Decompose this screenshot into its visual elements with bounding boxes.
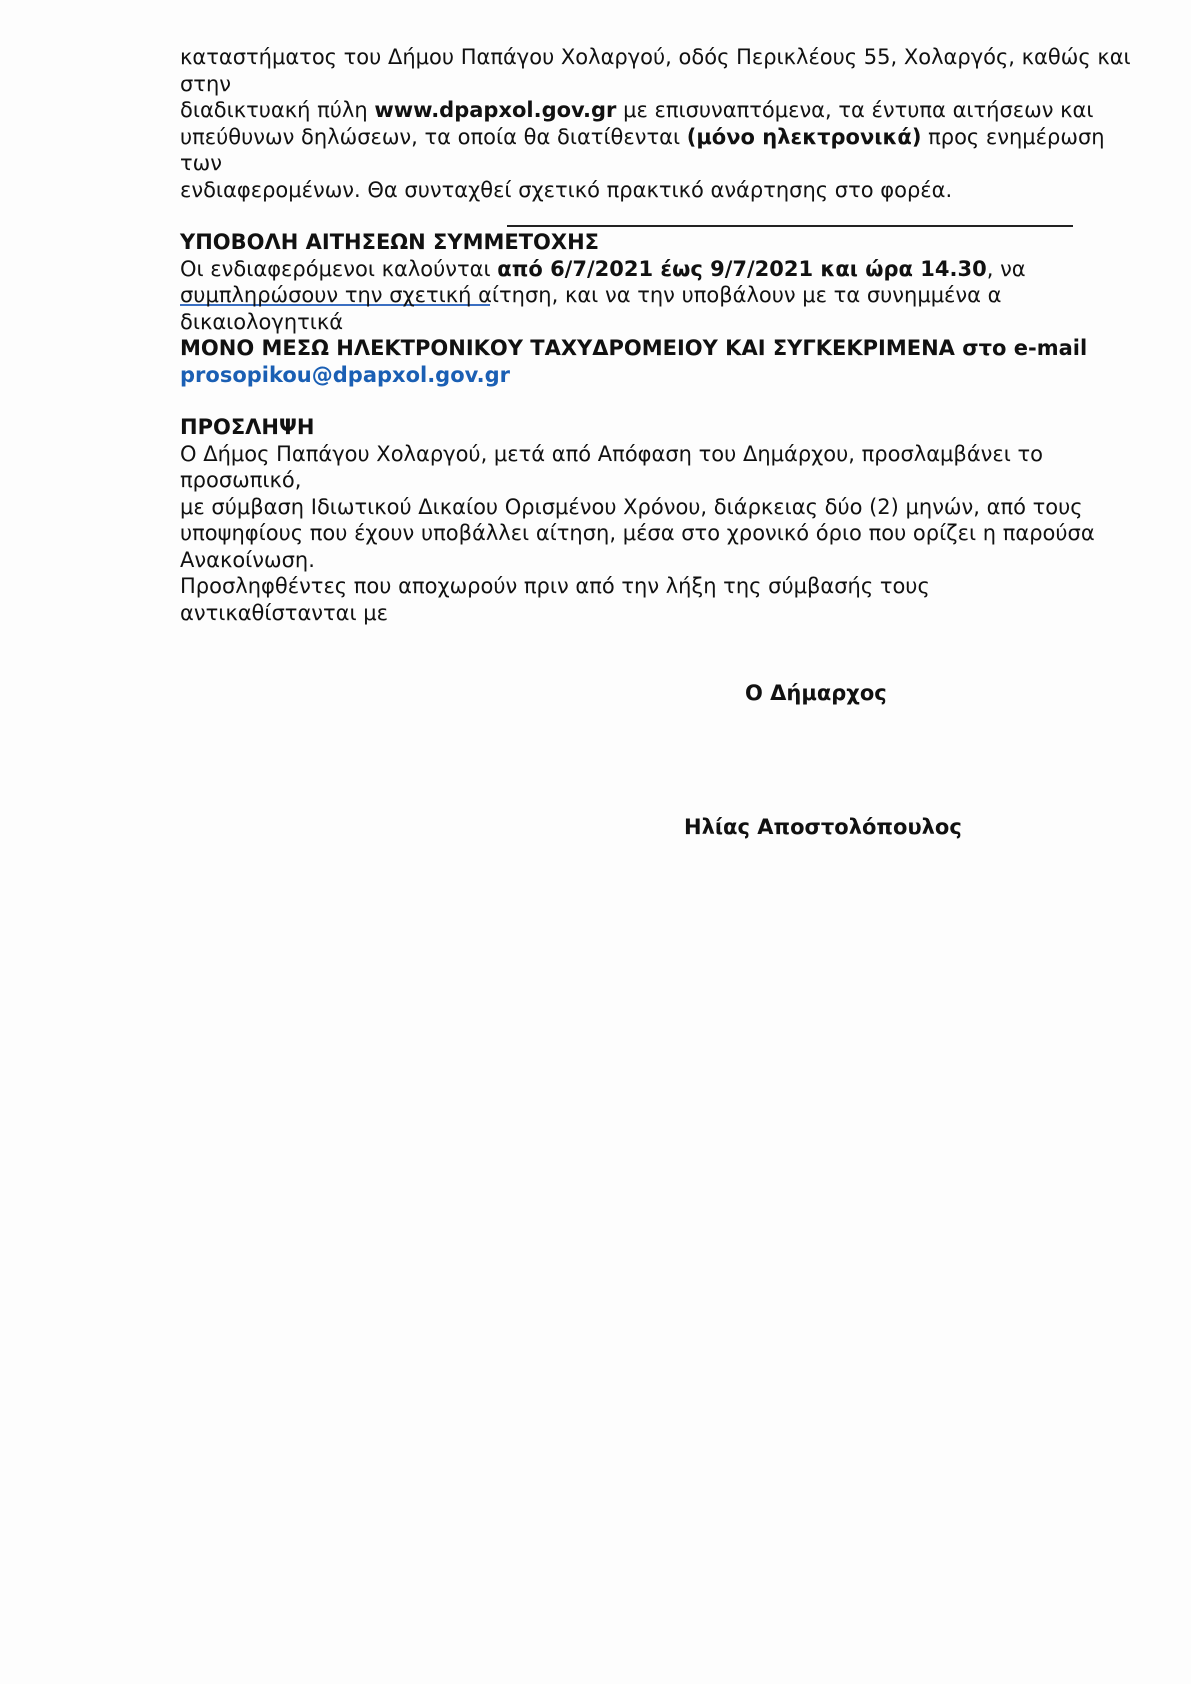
website-address: www.dpapxol.gov.gr	[374, 98, 617, 122]
intro-line-1: καταστήματος του Δήμου Παπάγου Χολαργού, οδός Περικλέους 55, Χολαργός, καθώς και	[180, 45, 1131, 69]
submission-text: Οι ενδιαφερόμενοι καλούνται	[180, 256, 498, 281]
email-line	[180, 362, 1191, 389]
submission-section	[180, 229, 1191, 388]
submission-line-3: δικαιολογητικά	[180, 309, 344, 334]
hiring-section	[180, 414, 1191, 626]
intro-line-3	[180, 97, 1191, 124]
submission-text: , να	[986, 256, 1026, 281]
intro-line-2: στην	[180, 71, 231, 96]
hiring-line-7: αντικαθίστανται με	[180, 600, 389, 625]
signature-name: Ηλίας Αποστολόπουλος	[684, 815, 962, 839]
hiring-line-1: Ο Δήμος Παπάγου Χολαργού, μετά από Απόφαση του Δημάρχου, προσλαμβάνει το	[180, 441, 1044, 466]
submission-line-4: ΜΟΝΟ ΜΕΣΩ ΗΛΕΚΤΡΟΝΙΚΟΥ ΤΑΧΥΔΡΟΜΕΙΟΥ ΚΑΙ ΣΥΓΚΕΚΡΙΜΕΝΑ στο e-mail	[180, 336, 1088, 360]
intro-text: προς ενημέρωση	[921, 124, 1105, 149]
submission-line-1	[180, 256, 1191, 283]
intro-line-6: ενδιαφερομένων. Θα συνταχθεί σχετικό πρακτικό ανάρτησης στο φορέα.	[180, 177, 953, 202]
hiring-line-3: με σύμβαση Ιδιωτικού Δικαίου Ορισμένου Χρόνου, διάρκειας δύο (2) μηνών, από τους	[180, 494, 1083, 519]
intro-section	[180, 44, 1191, 203]
hiring-line-6: Προσληφθέντες που αποχωρούν πριν από την λήξη της σύμβασής τους	[180, 574, 930, 598]
email-link[interactable]: prosopikou@dpapxol.gov.gr	[180, 362, 510, 387]
hiring-line-4: υποψηφίους που έχουν υποβάλλει αίτηση, μέσα στο χρονικό όριο που ορίζει η παρούσα	[180, 521, 1095, 545]
submission-heading: ΥΠΟΒΟΛΗ ΑΙΤΗΣΕΩΝ ΣΥΜΜΕΤΟΧΗΣ	[180, 230, 600, 254]
hiring-line-5: Ανακοίνωση.	[180, 547, 315, 572]
submission-deadline: από 6/7/2021 έως 9/7/2021 και ώρα 14.30	[497, 256, 987, 281]
intro-text: διαδικτυακή πύλη	[180, 98, 375, 122]
electronic-only-note: (μόνο ηλεκτρονικά)	[686, 124, 922, 149]
intro-text: υπεύθυνων δηλώσεων, τα οποία θα διατίθενται	[180, 124, 687, 149]
hiring-line-2: προσωπικό,	[180, 468, 302, 492]
intro-line-5: των	[180, 151, 222, 175]
document-body	[180, 44, 1191, 626]
intro-line-4	[180, 124, 1191, 151]
signature-title: Ο Δήμαρχος	[745, 681, 887, 705]
hiring-heading: ΠΡΟΣΛΗΨΗ	[180, 415, 315, 439]
intro-text: με επισυναπτόμενα, τα έντυπα αιτήσεων και	[616, 98, 1094, 122]
submission-line-2: συμπληρώσουν την σχετική αίτηση, και να την υποβάλουν με τα συνημμένα α	[180, 283, 1002, 307]
